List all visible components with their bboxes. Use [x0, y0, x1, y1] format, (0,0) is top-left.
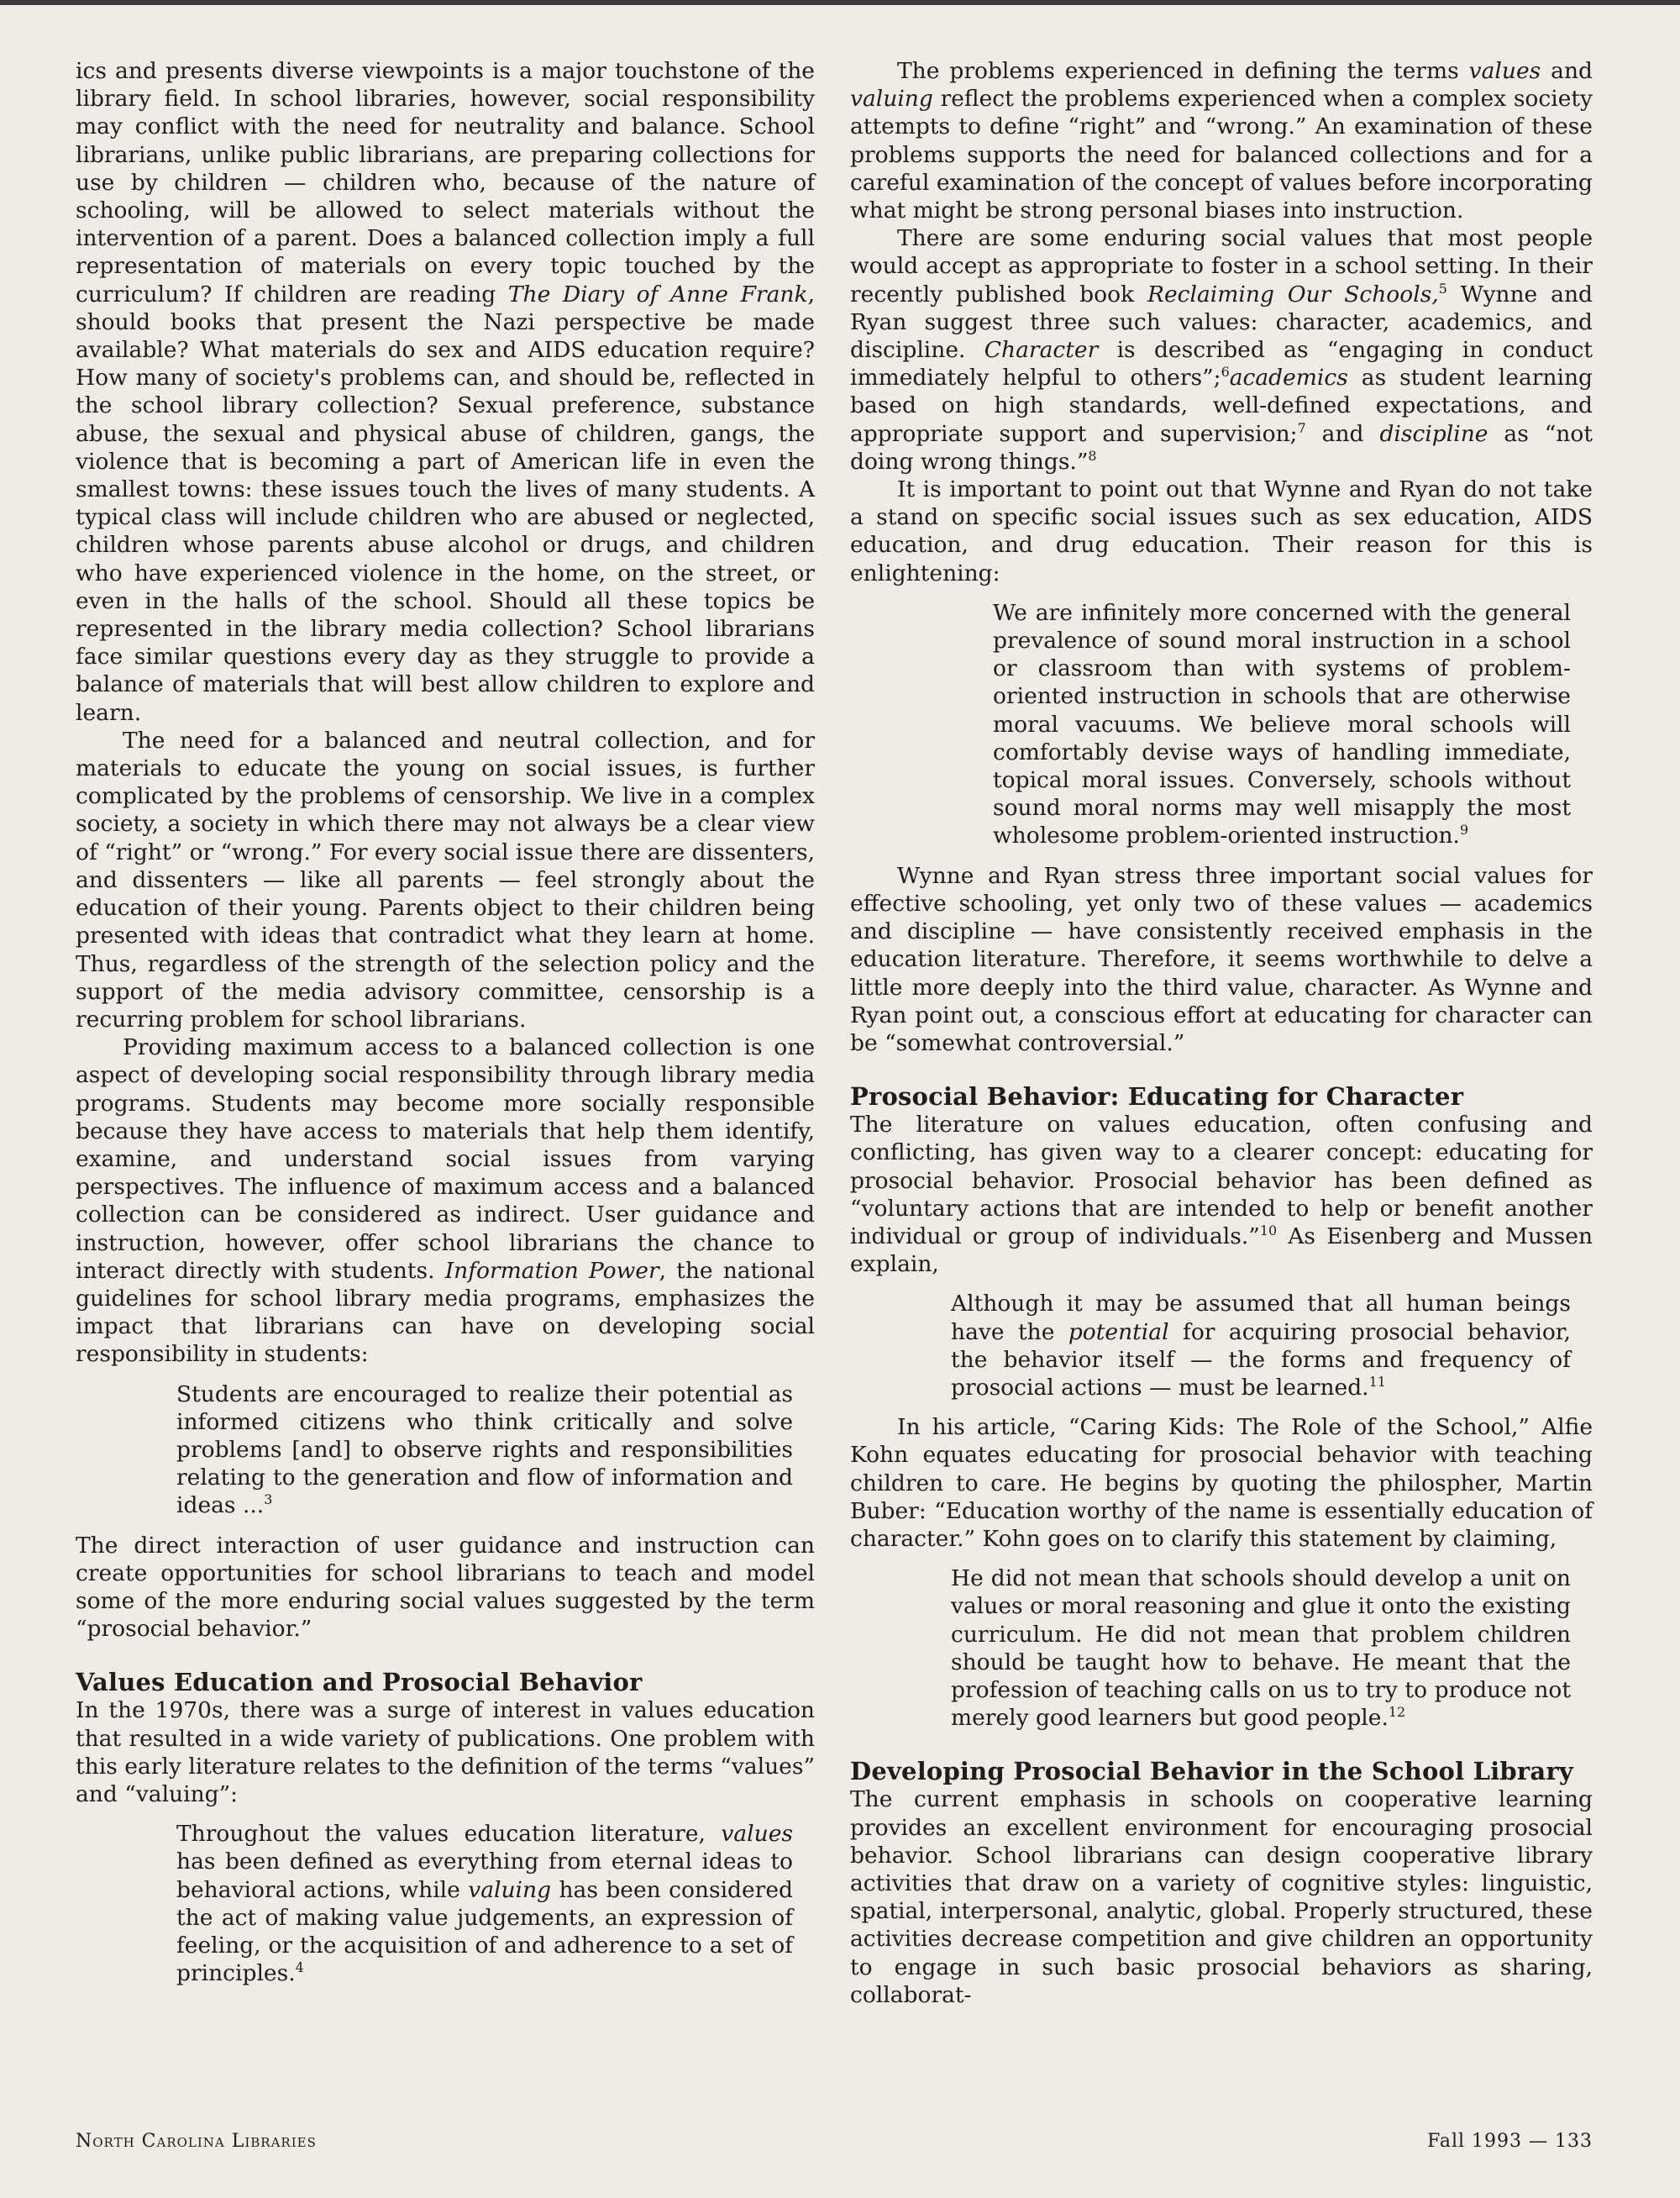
- quote-text: Although it may be assumed that all human beings have the potential for acquiring prosocial behavior, the behavior itself — the forms and frequency of prosocial actions — must be learned.$^{11}$: [951, 1291, 1571, 1401]
- book-title: The Diary of Anne Frank: [507, 281, 808, 308]
- block-quote: [951, 1564, 1571, 1732]
- paragraph: Wynne and Ryan stress three important social values for effective schooling, yet only two of these values — academics and discipline — have consistently received emphasis in the education literature. Therefore, it seems worthwhile to delve a little more deeply into the third value, character. As Wynne and Ryan point out, a conscious effort at educating for character can be “somewhat controversial.”: [850, 862, 1593, 1056]
- paragraph: The problems experienced in defining the terms values and valuing reflect the problems experienced when a complex society attempts to define “right” and “wrong.” An examination of these problems supports the need for balanced collections and for a careful examination of the concept of values before incorporating what might be strong personal biases into instruction.: [850, 58, 1593, 224]
- footnote-ref: 12: [1388, 1704, 1406, 1721]
- footnote-ref: 7: [1297, 419, 1306, 436]
- paragraph: It is important to point out that Wynne and Ryan do not take a stand on specific social issues such as sex education, AIDS education, and drug education. Their reason for this is enlightening:: [850, 476, 1593, 586]
- issue-page-number: Fall 1993 — 133: [1427, 2131, 1593, 2152]
- footnote-ref: 9: [1459, 822, 1469, 839]
- footnote-ref: 8: [1088, 448, 1097, 465]
- footnote-ref: 10: [1259, 1223, 1278, 1239]
- block-quote: [176, 1820, 793, 1987]
- footnote-ref: 6: [1221, 364, 1230, 381]
- left-column: [76, 57, 815, 1999]
- paragraph: There are some enduring social values that most people would accept as appropriate to foster in a school setting. In their recently published book Reclaiming Our Schools,$^5$ Wynne and Ryan suggest three such values: character, academics, and discipline. Character is described as “engaging in conduct immediately helpful to others”;$^6$academics as student learning based on high standards, well-defined expectations, and appropriate support and supervision;$^7$ and discipline as “not doing wrong things.”$^8$: [850, 225, 1593, 475]
- footnote-ref: 3: [264, 1491, 273, 1508]
- block-quote: [176, 1380, 793, 1520]
- paragraph: ics and presents diverse viewpoints is a major touchstone of the library field. In school libraries, however, social responsibility may conflict with the need for neutrality and balance. School librarians, unlike public librarians, are preparing collections for use by children — children who, because of the nature of schooling, will be allowed to select materials without the intervention of a parent. Does a balanced collection imply a full representation of materials on every topic touched by the curriculum? If children are reading The Diary of Anne Frank, should books that present the Nazi perspective be made available? What materials do sex and AIDS education require? How many of society's problems can, and should be, reflected in the school library collection? Sexual preference, substance abuse, the sexual and physical abuse of children, gangs, the violence that is becoming a part of American life in even the smallest towns: these issues touch the lives of many students. A typical class will include children who are abused or neglected, children whose parents abuse alcohol or drugs, and children who have experienced violence in the home, on the street, or even in the halls of the school. Should all these topics be represented in the library media collection? School librarians face similar questions every day as they struggle to provide a balance of materials that will best allow children to explore and learn.: [76, 58, 815, 726]
- paragraph: The need for a balanced and neutral collection, and for materials to educate the young on social issues, is further complicated by the problems of censorship. We live in a complex society, a society in which there may not always be a clear view of “right” or “wrong.” For every social issue there are dissenters, and dissenters — like all parents — feel strongly about the education of their young. Parents object to their children being presented with ideas that contradict what they learn at home. Thus, regardless of the strength of the selection policy and the support of the media advisory committee, censorship is a recurring problem for school librarians.: [76, 727, 815, 1033]
- footnote-ref: 11: [1368, 1374, 1386, 1391]
- publication-title: Information Power: [444, 1257, 659, 1284]
- quote-text: Students are encouraged to realize their potential as informed citizens who think critically and solve problems [and] to observe rights and responsibilities relating to the generation and flow of information and ideas ...$^3$: [176, 1380, 793, 1519]
- section-heading: Prosocial Behavior: Educating for Character: [850, 1082, 1464, 1112]
- quote-text: We are infinitely more concerned with the general prevalence of sound moral instruction in a school or classroom than with systems of problem-oriented instruction in schools that are otherwise moral vacuums. We believe moral schools will comfortably devise ways of handling immediate, topical moral issues. Conversely, schools without sound moral norms may well misapply the most wholesome problem-oriented instruction.$^9$: [993, 599, 1571, 849]
- paragraph: Providing maximum access to a balanced collection is one aspect of developing social responsibility through library media programs. Students may become more socially responsible because they have access to materials that help them identify, examine, and understand social issues from varying perspectives. The influence of maximum access and a balanced collection can be considered as indirect. User guidance and instruction, however, offer school librarians the chance to interact directly with students. Information Power, the national guidelines for school library media programs, emphasizes the impact that librarians can have on developing social responsibility in students:: [76, 1034, 815, 1368]
- quote-text: Throughout the values education literature, values has been defined as everything from eternal ideas to behavioral actions, while valuing has been considered the act of making value judgements, an expression of feeling, or the acquisition of and adherence to a set of principles.$^4$: [176, 1821, 793, 1987]
- section-heading: Developing Prosocial Behavior in the School Library: [850, 1757, 1573, 1786]
- book-title: Reclaiming Our Schools,: [1147, 281, 1439, 308]
- block-quote: [993, 599, 1571, 850]
- footnote-ref: 5: [1438, 280, 1447, 297]
- journal-name: North Carolina Libraries: [76, 2131, 317, 2152]
- paragraph: In the 1970s, there was a surge of interest in values education that resulted in a wide variety of publications. One problem with this early literature relates to the definition of the terms “values” and “valuing”:: [76, 1697, 815, 1807]
- header-rule: [0, 0, 1680, 5]
- paragraph: The current emphasis in schools on cooperative learning provides an excellent environment for encouraging prosocial behavior. School librarians can design cooperative library activities that draw on a variety of cognitive styles: linguistic, spatial, interpersonal, analytic, global. Properly structured, these activities decrease competition and give children an opportunity to engage in such basic prosocial behaviors as sharing, collaborat-: [850, 1786, 1593, 2008]
- quote-text: He did not mean that schools should develop a unit on values or moral reasoning and glue it onto the existing curriculum. He did not mean that problem children should be taught how to behave. He meant that the profession of teaching calls on us to try to produce not merely good learners but good people.$^{12}$: [951, 1565, 1571, 1732]
- paragraph: The literature on values education, often confusing and conflicting, has given way to a clearer concept: educating for prosocial behavior. Prosocial behavior has been defined as “voluntary actions that are intended to help or benefit another individual or group of individuals.”$^{10}$ As Eisenberg and Mussen explain,: [850, 1112, 1593, 1278]
- footnote-ref: 4: [295, 1959, 304, 1976]
- paragraph: In his article, “Caring Kids: The Role of the School,” Alfie Kohn equates educating for prosocial behavior with teaching children to care. He begins by quoting the philospher, Martin Buber: “Education worthy of the name is essentially education of character.” Kohn goes on to clarify this statement by claiming,: [850, 1414, 1593, 1552]
- block-quote: [951, 1290, 1571, 1401]
- paragraph: The direct interaction of user guidance and instruction can create opportunities for school librarians to teach and model some of the more enduring social values suggested by the term “prosocial behavior.”: [76, 1532, 815, 1643]
- right-column: [850, 57, 1593, 2009]
- section-heading: Values Education and Prosocial Behavior: [76, 1668, 643, 1697]
